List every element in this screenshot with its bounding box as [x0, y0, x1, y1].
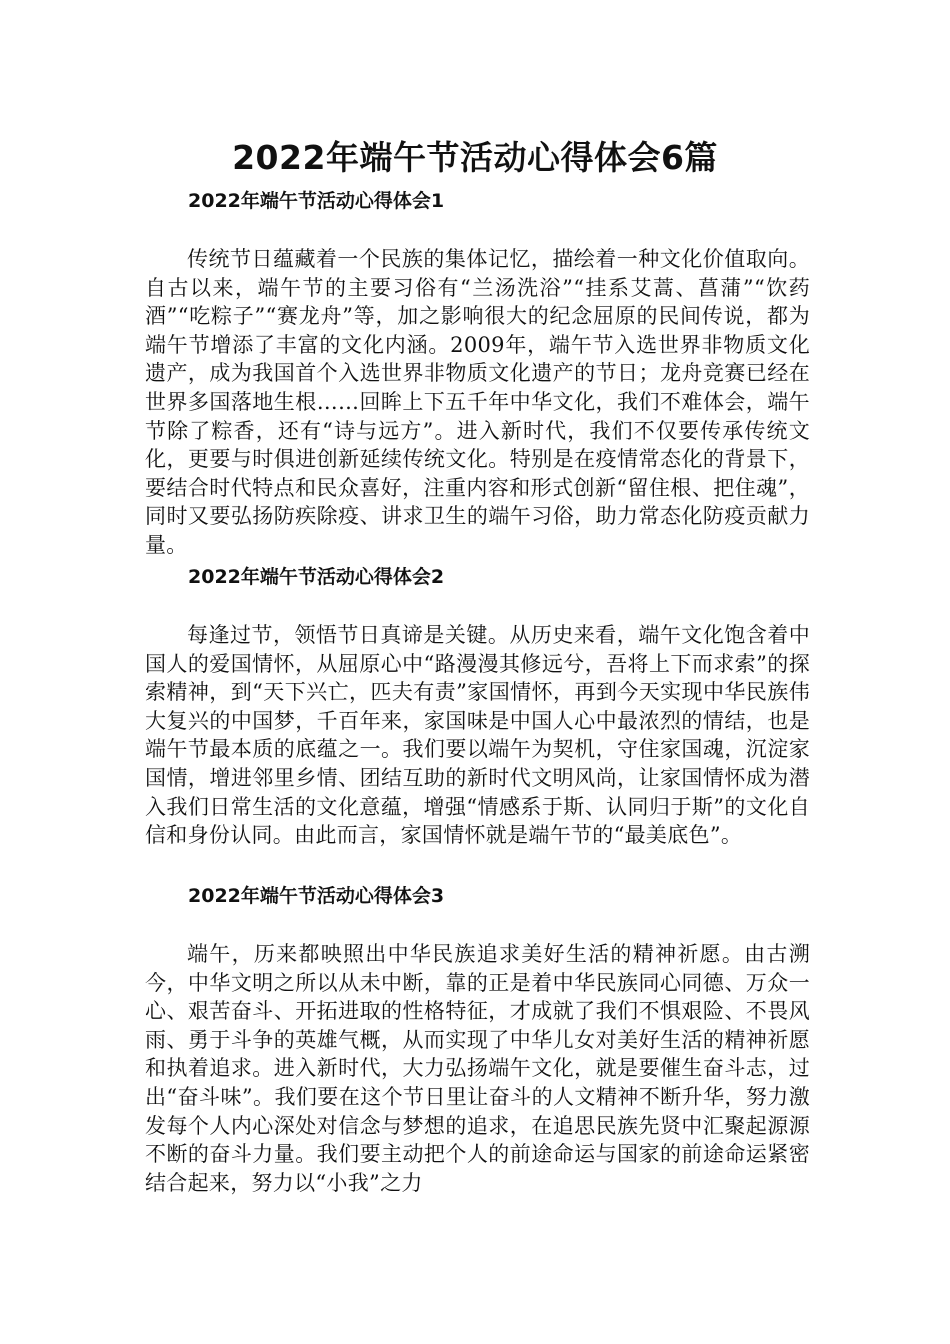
section-heading: 2022年端午节活动心得体会3 [188, 885, 445, 907]
document-title: 2022年端午节活动心得体会6篇 [232, 138, 718, 177]
section-3 [145, 882, 810, 1197]
section-2 [145, 563, 810, 850]
section-paragraph: 传统节日蕴藏着一个民族的集体记忆，描绘着一种文化价值取向。自古以来，端午节的主要习俗有“兰汤洗浴”“挂系艾蒿、菖蒲”“饮药酒”“吃粽子”“赛龙舟”等，加之影响很大的纪念屈原的民间传说，都为端午节增添了丰富的文化内涵。2009年，端午节入选世界非物质文化遗产，成为我国首个入选世界非物质文化遗产的节日；龙舟竞赛已经在世界多国落地生根……回眸上下五千年中华文化，我们不难体会，端午节除了粽香，还有“诗与远方”。进入新时代，我们不仅要传承传统文化，更要与时俱进创新延续传统文化。特别是在疫情常态化的背景下，要结合时代特点和民众喜好，注重内容和形式创新“留住根、把住魂”，同时又要弘扬防疾除疫、讲求卫生的端午习俗，助力常态化防疫贡献力量。 [145, 247, 810, 557]
section-1 [145, 187, 810, 560]
section-paragraph: 每逢过节，领悟节日真谛是关键。从历史来看，端午文化饱含着中国人的爱国情怀，从屈原心中“路漫漫其修远兮，吾将上下而求索”的探索精神，到“天下兴亡，匹夫有责”家国情怀，再到今天实现中华民族伟大复兴的中国梦，千百年来，家国味是中国人心中最浓烈的情结，也是端午节最本质的底蕴之一。我们要以端午为契机，守住家国魂，沉淀家国情，增进邻里乡情、团结互助的新时代文明风尚，让家国情怀成为潜入我们日常生活的文化意蕴，增强“情感系于斯、认同归于斯”的文化自信和身份认同。由此而言，家国情怀就是端午节的“最美底色”。 [145, 623, 810, 848]
section-paragraph: 端午，历来都映照出中华民族追求美好生活的精神祈愿。由古溯今，中华文明之所以从未中断，靠的正是着中华民族同心同德、万众一心、艰苦奋斗、开拓进取的性格特征，才成就了我们不惧艰险、不畏风雨、勇于斗争的英雄气概，从而实现了中华儿女对美好生活的精神祈愿和执着追求。进入新时代，大力弘扬端午文化，就是要催生奋斗志，过出“奋斗味”。我们要在这个节日里让奋斗的人文精神不断升华，努力激发每个人内心深处对信念与梦想的追求，在追思民族先贤中汇聚起源源不断的奋斗力量。我们要主动把个人的前途命运与国家的前途命运紧密结合起来，努力以“小我”之力 [145, 942, 810, 1195]
section-heading: 2022年端午节活动心得体会1 [188, 190, 445, 212]
section-heading: 2022年端午节活动心得体会2 [188, 566, 445, 588]
